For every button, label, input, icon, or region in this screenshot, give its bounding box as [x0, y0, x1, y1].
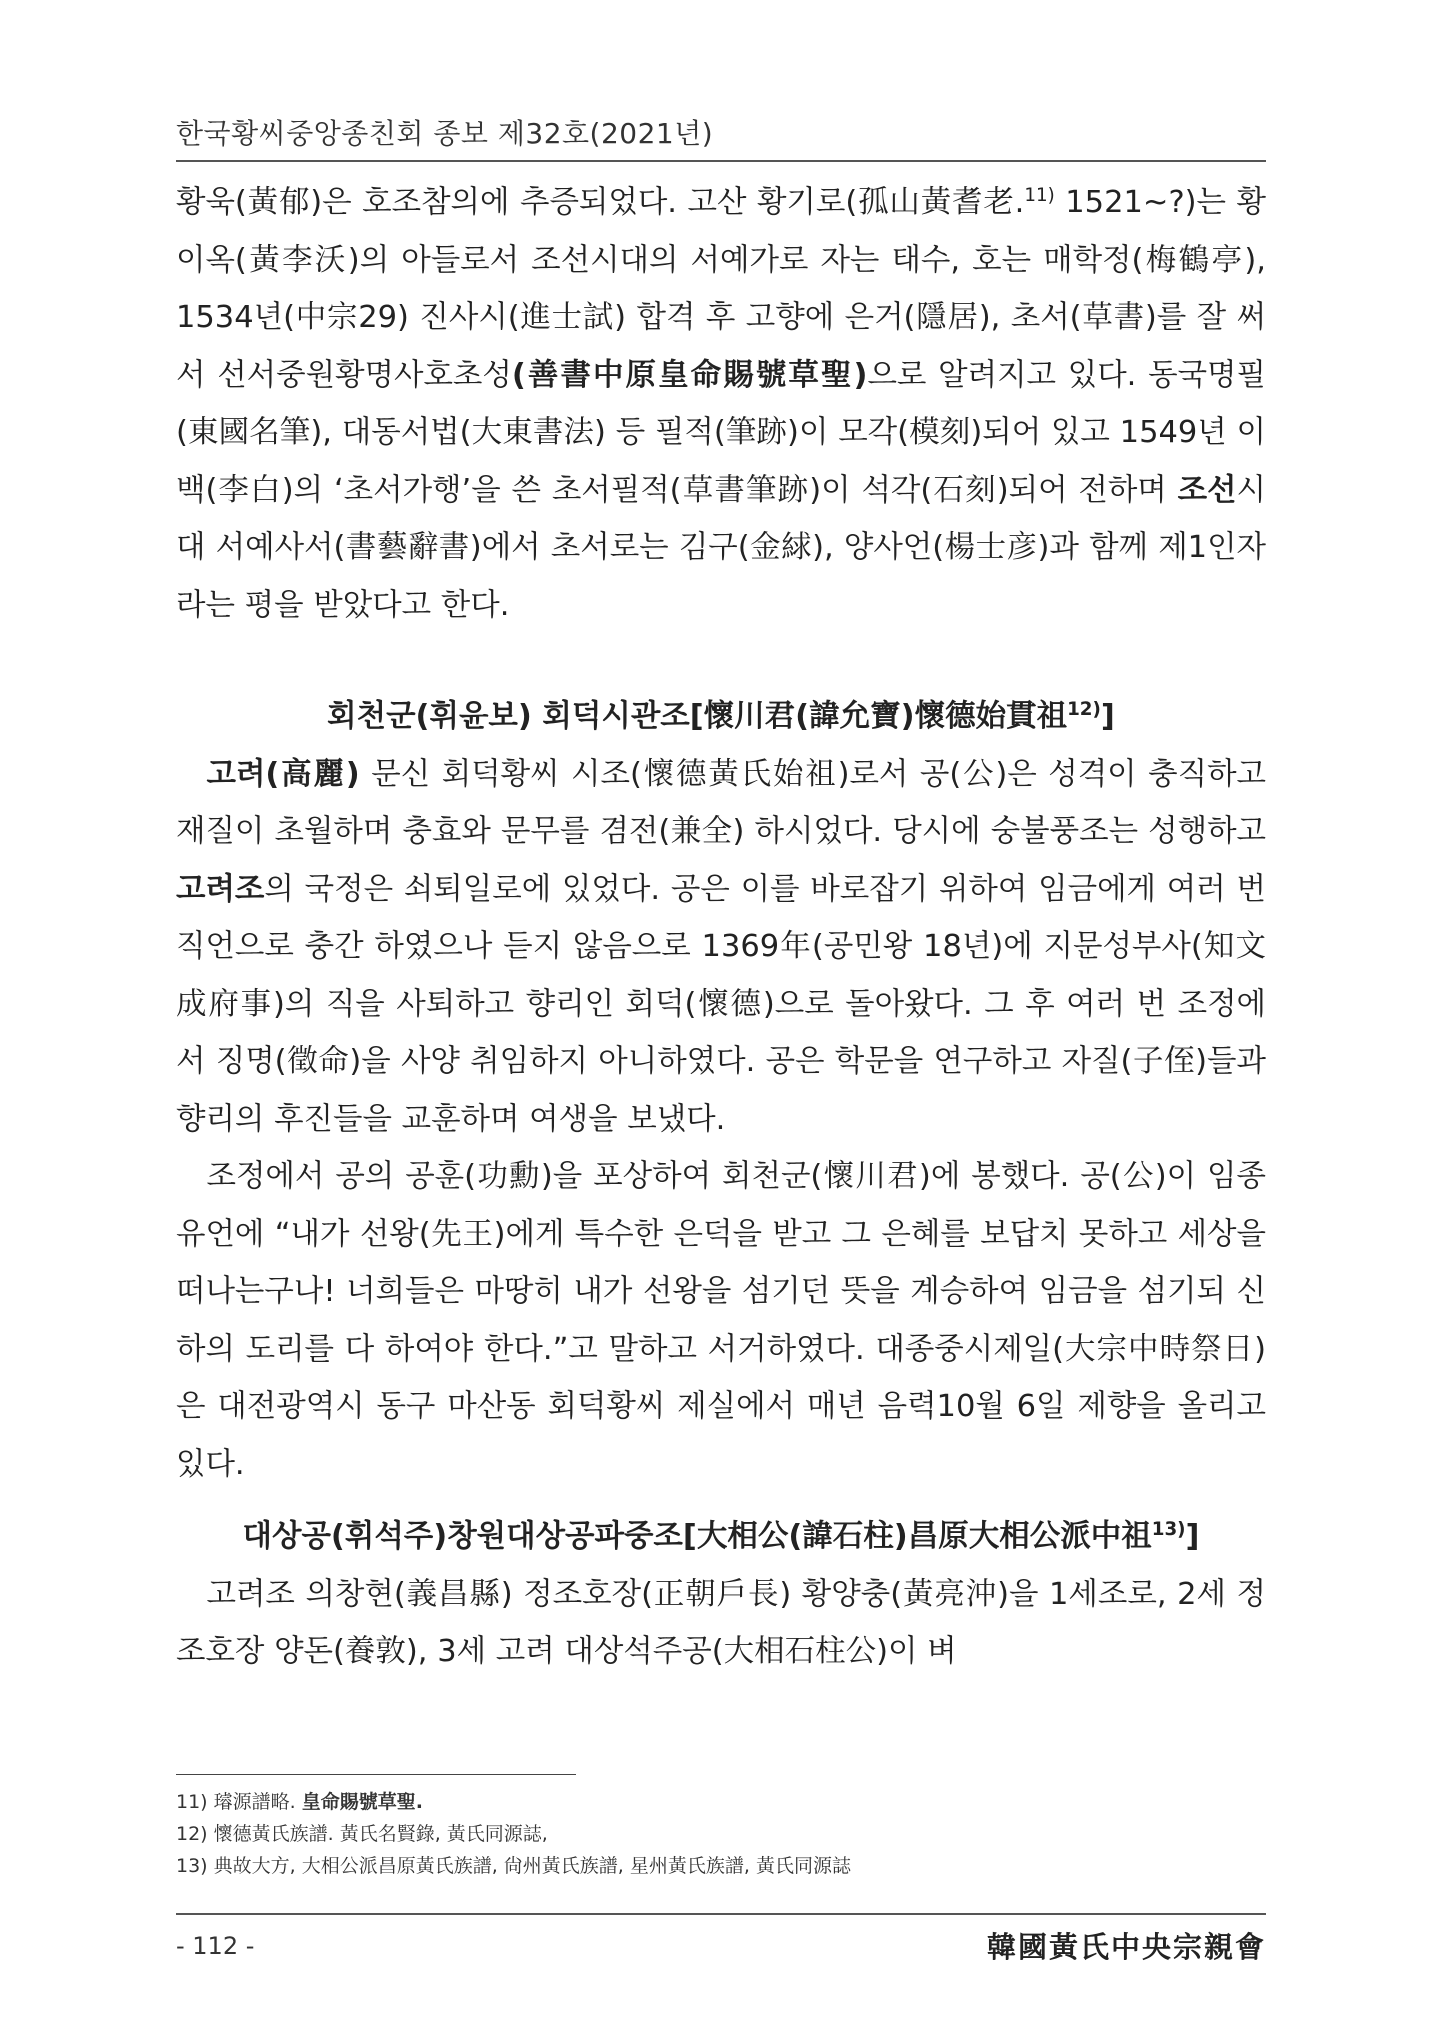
section1-paragraph-1: 고려(高麗) 문신 회덕황씨 시조(懷德黃氏始祖)로서 공(公)은 성격이 충직하고 재질이 초월하며 충효와 문무를 겸전(兼全) 하시었다. 당시에 숭불풍조는 성행하고 고려조의 국정은 쇠퇴일로에 있었다. 공은 이를 바로잡기 위하여 임금에게 여러 번 직언으로 충간 하였으나 듣지 않음으로 1369年(공민왕 18년)에 지문성부사(知文成府事)의 직을 사퇴하고 향리인 회덕(懷德)으로 돌아왔다. 그 후 여러 번 조정에서 징명(徵命)을 사양 취임하지 아니하였다. 공은 학문을 연구하고 자질(子侄)들과 향리의 후진들을 교훈하며 여생을 보냈다.	[176, 756, 1266, 1137]
footnote-11: 11) 璿源譜略. 皇命賜號草聖.	[176, 1791, 423, 1813]
footer-rule	[176, 1913, 1266, 1915]
section2-paragraph-1: 고려조 의창현(義昌縣) 정조호장(正朝戶長) 황양충(黃亮沖)을 1세조로, 2세 정조호장 양돈(養敦), 3세 고려 대상석주공(大相石柱公)이 벼	[176, 1576, 1266, 1669]
article-body	[176, 174, 1266, 1681]
section-heading-daesanggong: 대상공(휘석주)창원대상공파중조[大相公(諱石柱)昌原大相公派中祖$^{13)}$]	[242, 1518, 1200, 1554]
footnote-rule	[176, 1774, 576, 1775]
section1-paragraph-2: 조정에서 공의 공훈(功勳)을 포상하여 회천군(懷川君)에 봉했다. 공(公)이 임종 유언에 “내가 선왕(先王)에게 특수한 은덕을 받고 그 은혜를 보답치 못하고 세상을 떠나는구나! 너희들은 마땅히 내가 선왕을 섬기던 뜻을 계승하여 임금을 섬기되 신하의 도리를 다 하여야 한다.”고 말하고 서거하였다. 대종중시제일(大宗中時祭日)은 대전광역시 동구 마산동 회덕황씨 제실에서 매년 음력10월 6일 제향을 올리고 있다.	[176, 1159, 1266, 1482]
running-header: 한국황씨중앙종친회 종보 제32호(2021년)	[176, 117, 714, 150]
footnote-12: 12) 懷德黃氏族譜. 黃氏名賢錄, 黃氏同源誌,	[176, 1823, 548, 1845]
header-rule	[176, 160, 1266, 162]
footnote-13: 13) 典故大方, 大相公派昌原黃氏族譜, 尙州黃氏族譜, 星州黃氏族譜, 黃氏同源誌	[176, 1855, 851, 1877]
footnotes	[176, 1786, 1266, 1882]
page-number: - 112 -	[176, 1932, 255, 1960]
intro-paragraph: 황욱(黃郁)은 호조참의에 추증되었다. 고산 황기로(孤山黃耆老.$^{11)}$ 1521~?)는 황이옥(黃李沃)의 아들로서 조선시대의 서예가로 자는 태수, 호는 매학정(梅鶴亭), 1534년(中宗29) 진사시(進士試) 합격 후 고향에 은거(隱居), 초서(草書)를 잘 써서 선서중원황명사호초성(善書中原皇命賜號草聖)으로 알려지고 있다. 동국명필(東國名筆), 대동서법(大東書法) 등 필적(筆跡)이 모각(模刻)되어 있고 1549년 이백(李白)의 ‘초서가행’을 쓴 초서필적(草書筆跡)이 석각(石刻)되어 전하며 조선시대 서예사서(書藝辭書)에서 초서로는 김구(金絿), 양사언(楊士彦)과 함께 제1인자라는 평을 받았다고 한다.	[176, 184, 1266, 623]
section-heading-hoecheongun: 회천군(휘윤보) 회덕시관조[懷川君(諱允寶)懷德始貫祖$^{12)}$]	[327, 698, 1115, 734]
footnote-ref-12[interactable]: 12)	[1067, 698, 1101, 720]
footnote-ref-11[interactable]: 11)	[1024, 184, 1055, 206]
organization-logo: 韓國黃氏中央宗親會	[986, 1930, 1266, 1964]
footnote-ref-13[interactable]: 13)	[1151, 1518, 1186, 1540]
